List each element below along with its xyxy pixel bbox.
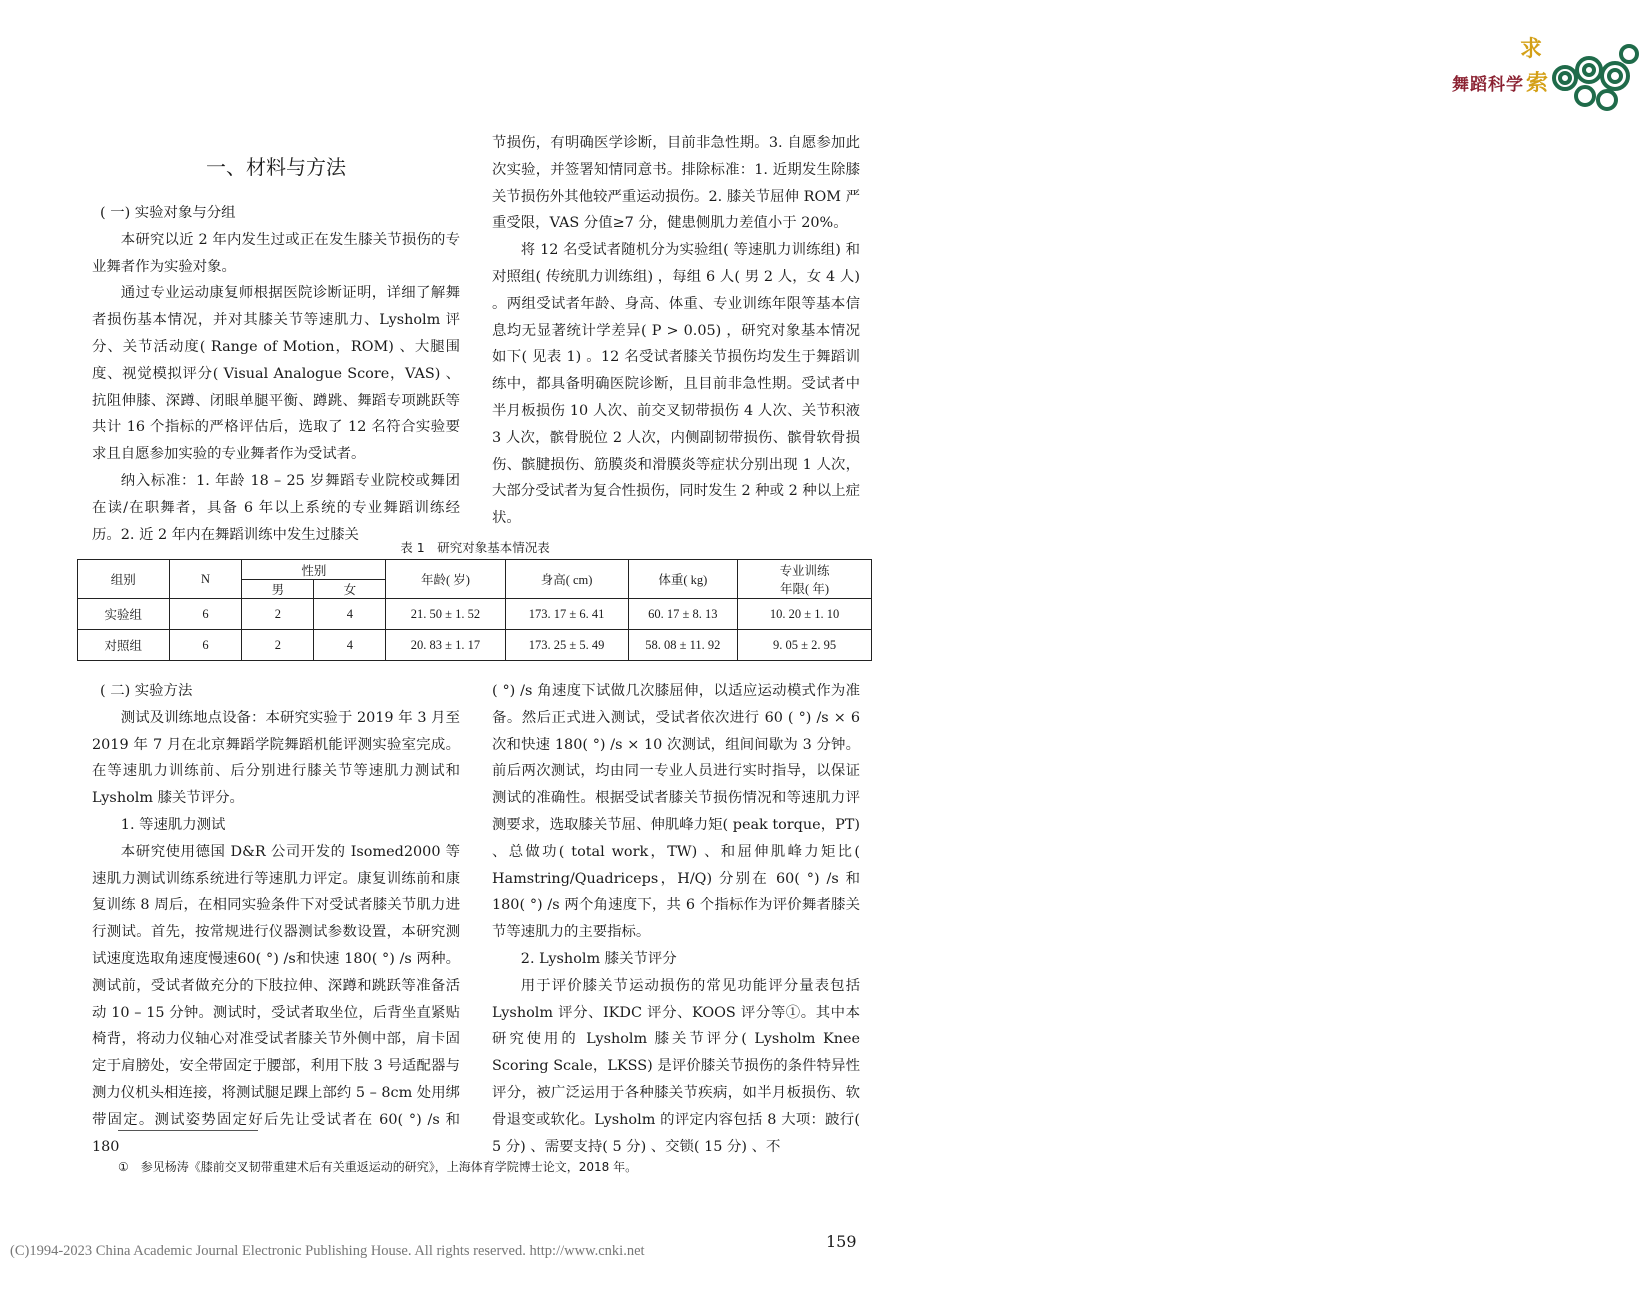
cell-age: 20. 83 ± 1. 17 bbox=[386, 630, 505, 661]
subheading: 1. 等速肌力测试 bbox=[120, 816, 226, 833]
cell-weight: 60. 17 ± 8. 13 bbox=[628, 599, 737, 630]
footnote-divider bbox=[118, 1130, 258, 1131]
header-years-line2: 年限( 年) bbox=[780, 582, 829, 596]
subsection-heading: ( 一) 实验对象与分组 bbox=[100, 205, 236, 221]
paragraph: 纳入标准：1. 年龄 18 – 25 岁舞蹈专业院校或舞团在读/在职舞者，具备 6 年以上系统的专业舞蹈训练经历。2. 近 2 年内在舞蹈训练中发生过膝关 bbox=[92, 472, 460, 543]
left-column-bottom bbox=[92, 678, 460, 1160]
page-number: 159 bbox=[826, 1232, 857, 1251]
paragraph: ( °) /s 角速度下试做几次膝屈伸，以适应运动模式作为准备。然后正式进入测试，受试者依次进行 60 ( °) /s × 6 次和快速 180( °) /s × 10 次测试，组间间歇为 3 分钟。前后两次测试，均由同一专业人员进行实时指导，以保证测试的准确性。根据受试者膝关节损伤情况和等速肌力评测要求，选取膝关节屈、伸肌峰力矩( peak torque，PT) 、总做功( total work，TW) 、和屈伸肌峰力矩比( Hamstring/Quadriceps，H/Q) 分别在 60( °) /s 和 180( °) /s 两个角速度下，共 6 个指标作为评价舞者膝关节等速肌力的主要指标。 bbox=[492, 683, 860, 941]
header-years-line1: 专业训练 bbox=[779, 564, 830, 578]
cell-group: 实验组 bbox=[78, 599, 170, 630]
paragraph: 测试及训练地点设备：本研究实验于 2019 年 3 月至 2019 年 7 月在北京舞蹈学院舞蹈机能评测实验室完成。在等速肌力训练前、后分别进行膝关节等速肌力测试和 Lysholm 膝关节评分。 bbox=[92, 709, 460, 807]
header-n: N bbox=[169, 560, 242, 599]
subject-info-table bbox=[77, 559, 872, 661]
paragraph: 通过专业运动康复师根据医院诊断证明，详细了解舞者损伤基本情况，并对其膝关节等速肌力、Lysholm 评分、关节活动度( Range of Motion，ROM) 、大腿围度、视觉模拟评分( Visual Analogue Score，VAS) 、抗阻伸膝、深蹲、闭眼单腿平衡、蹲跳、舞蹈专项跳跃等共计 16 个指标的严格评估后，选取了 12 名符合实验要求且自愿参加实验的专业舞者作为受试者。 bbox=[92, 285, 460, 463]
header-group: 组别 bbox=[78, 560, 170, 599]
cell-weight: 58. 08 ± 11. 92 bbox=[628, 630, 737, 661]
cell-years: 10. 20 ± 1. 10 bbox=[738, 599, 872, 630]
cell-n: 6 bbox=[169, 599, 242, 630]
subheading: 2. Lysholm 膝关节评分 bbox=[520, 950, 677, 967]
header-male: 男 bbox=[242, 580, 314, 599]
cell-age: 21. 50 ± 1. 52 bbox=[386, 599, 505, 630]
paragraph: 用于评价膝关节运动损伤的常见功能评分量表包括 Lysholm 评分、IKDC 评分、KOOS 评分等①。其中本研究使用的 Lysholm 膝关节评分( Lysholm Knee Scoring Scale，LKSS) 是评价膝关节损伤的条件特异性评分，被广泛运用于各种膝关节疾病，如半月板损伤、软骨退变或软化。Lysholm 的评定内容包括 8 大项：跛行( 5 分) 、需要支持( 5 分) 、交锁( 15 分) 、不 bbox=[492, 977, 860, 1155]
seal-character-top: 求 bbox=[1520, 37, 1543, 62]
paragraph: 本研究以近 2 年内发生过或正在发生膝关节损伤的专业舞者作为实验对象。 bbox=[92, 231, 460, 275]
right-column-top bbox=[492, 130, 860, 532]
cell-height: 173. 25 ± 5. 49 bbox=[505, 630, 628, 661]
cell-group: 对照组 bbox=[78, 630, 170, 661]
paragraph: 节损伤，有明确医学诊断，目前非急性期。3. 自愿参加此次实验，并签署知情同意书。排除标准：1. 近期发生除膝关节损伤外其他较严重运动损伤。2. 膝关节屈伸 ROM 严重受限，VAS 分值≥7 分，健患侧肌力差值小于 20%。 bbox=[492, 135, 860, 232]
cell-years: 9. 05 ± 2. 95 bbox=[738, 630, 872, 661]
left-column-top bbox=[92, 140, 460, 548]
section-title: 一、材料与方法 bbox=[206, 155, 346, 179]
cell-female: 4 bbox=[314, 599, 386, 630]
cell-female: 4 bbox=[314, 630, 386, 661]
table-row bbox=[78, 599, 872, 630]
header-weight: 体重( kg) bbox=[628, 560, 737, 599]
table-caption: 表 1 研究对象基本情况表 bbox=[400, 540, 550, 555]
header-gender: 性别 bbox=[242, 560, 386, 580]
paragraph: 本研究使用德国 D&R 公司开发的 Isomed2000 等速肌力测试训练系统进行等速肌力评定。康复训练前和康复训练 8 周后，在相同实验条件下对受试者膝关节肌力进行测试。首先，按常规进行仪器测试参数设置，本研究测试速度选取角速度慢速60( °) /s和快速 180( °) /s 两种。测试前，受试者做充分的下肢拉伸、深蹲和跳跃等准备活动 10 – 15 分钟。测试时，受试者取坐位，后背坐直紧贴椅背，将动力仪轴心对准受试者膝关节外侧中部，肩卡固定于肩膀处，安全带固定于腰部，利用下肢 3 号适配器与测力仪机头相连接，将测试腿足踝上部约 5 – 8cm 处用绑带固定。测试姿势固定好后先让受试者在 60( °) /s 和 180 bbox=[92, 843, 460, 1155]
cloud-swirl-icon bbox=[1545, 40, 1640, 115]
journal-header bbox=[690, 0, 1549, 120]
cell-n: 6 bbox=[169, 630, 242, 661]
header-height: 身高( cm) bbox=[505, 560, 628, 599]
cell-male: 2 bbox=[242, 630, 314, 661]
header-female: 女 bbox=[314, 580, 386, 599]
subsection-heading: ( 二) 实验方法 bbox=[100, 683, 193, 699]
copyright-notice: (C)1994-2023 China Academic Journal Electronic Publishing House. All rights reserved. http://www.cnki.net bbox=[10, 1243, 645, 1259]
cell-height: 173. 17 ± 6. 41 bbox=[505, 599, 628, 630]
header-age: 年龄( 岁) bbox=[386, 560, 505, 599]
table-row bbox=[78, 630, 872, 661]
right-column-bottom bbox=[492, 678, 860, 1160]
journal-brand: 舞蹈科学 bbox=[1452, 75, 1524, 95]
header-training-years bbox=[738, 560, 872, 599]
seal-character-bottom: 索 bbox=[1526, 71, 1549, 96]
paragraph: 将 12 名受试者随机分为实验组( 等速肌力训练组) 和对照组( 传统肌力训练组) ，每组 6 人( 男 2 人，女 4 人) 。两组受试者年龄、身高、体重、专业训练年限等基本信息均无显著统计学差异( P > 0.05) ，研究对象基本情况如下( 见表 1) 。12 名受试者膝关节损伤均发生于舞蹈训练中，都具备明确医院诊断，且目前非急性期。受试者中半月板损伤 10 人次、前交叉韧带损伤 4 人次、关节积液 3 人次，髌骨脱位 2 人次，内侧副韧带损伤、髌骨软骨损伤、髌腱损伤、筋膜炎和滑膜炎等症状分别出现 1 人次，大部分受试者为复合性损伤，同时发生 2 种或 2 种以上症状。 bbox=[492, 242, 860, 527]
cell-male: 2 bbox=[242, 599, 314, 630]
footnote: ① 参见杨涛《膝前交叉韧带重建术后有关重返运动的研究》，上海体育学院博士论文，2018 年。 bbox=[118, 1160, 638, 1174]
